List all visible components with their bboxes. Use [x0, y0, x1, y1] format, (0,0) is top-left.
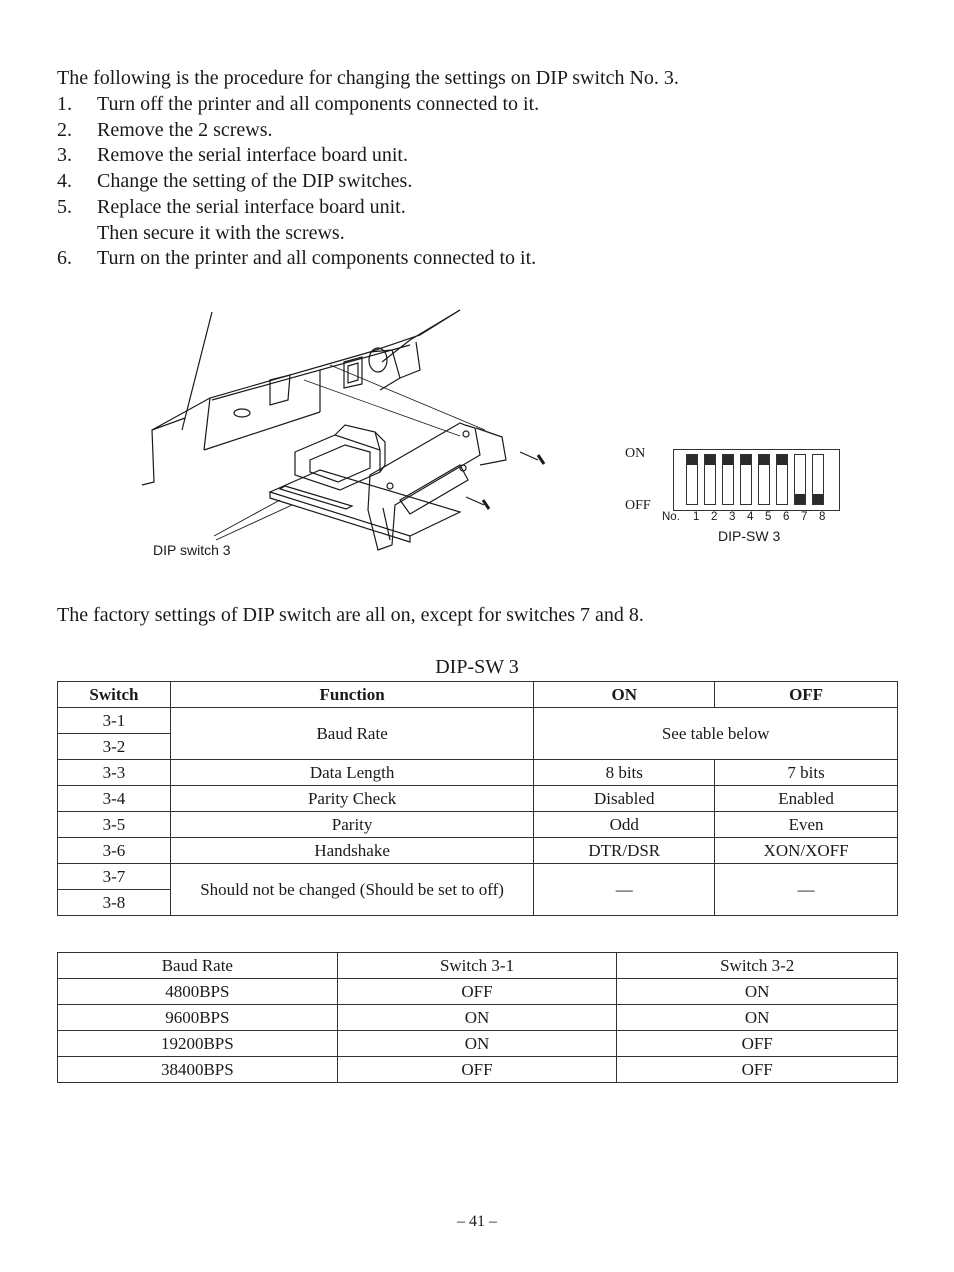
dip-number: 5: [765, 511, 772, 523]
function-cell: Should not be changed (Should be set to off): [170, 864, 533, 916]
switch-3-2-cell: OFF: [617, 1057, 898, 1083]
dip-number: 8: [819, 511, 826, 523]
switch-cell: 3-5: [58, 812, 171, 838]
step-text: Change the setting of the DIP switches.: [97, 170, 413, 193]
switch-3-2-cell: ON: [617, 979, 898, 1005]
dip-caption: DIP-SW 3: [718, 528, 781, 544]
step-text: Remove the 2 screws.: [97, 118, 273, 141]
table-row: [58, 979, 898, 1005]
header-switch-3-2: Switch 3-2: [617, 953, 898, 979]
dip-toggle-knob: [705, 455, 715, 465]
list-item: [57, 92, 539, 118]
baud-cell: 4800BPS: [58, 979, 338, 1005]
switch-cell: 3-4: [58, 786, 171, 812]
baud-cell: 19200BPS: [58, 1031, 338, 1057]
list-item: [57, 195, 539, 246]
table-row: [58, 1005, 898, 1031]
table-caption: DIP-SW 3: [435, 656, 519, 678]
switch-3-1-cell: OFF: [337, 1057, 617, 1083]
dip-number: 2: [711, 511, 718, 523]
dip-toggle-knob: [687, 455, 697, 465]
step-number: 1.: [57, 93, 72, 115]
switch-cell: 3-7: [58, 864, 171, 890]
dip-toggle-6: [776, 454, 788, 505]
step-text: Remove the serial interface board unit.: [97, 144, 408, 167]
switch-cell: 3-2: [58, 734, 171, 760]
dip-toggle-knob: [795, 494, 805, 504]
switch-cell: 3-8: [58, 890, 171, 916]
dip-number: 7: [801, 511, 808, 523]
table-header-row: [58, 953, 898, 979]
dip-toggle-knob: [759, 455, 769, 465]
function-cell: Parity Check: [170, 786, 533, 812]
procedure-steps: [57, 92, 539, 272]
table-row: [58, 786, 898, 812]
dip-toggle-2: [704, 454, 716, 505]
baud-rate-table: [57, 952, 898, 1083]
header-switch: Switch: [58, 682, 171, 708]
dip-switch-housing: [673, 449, 840, 511]
step-number: 3.: [57, 144, 72, 167]
header-function: Function: [170, 682, 533, 708]
dip-toggle-knob: [741, 455, 751, 465]
dip-switch-table: [57, 681, 898, 916]
on-cell: Disabled: [534, 786, 715, 812]
header-switch-3-1: Switch 3-1: [337, 953, 617, 979]
switch-cell: 3-1: [58, 708, 171, 734]
printer-interface-illustration: [130, 300, 570, 570]
switch-3-1-cell: ON: [337, 1005, 617, 1031]
dip-toggle-7: [794, 454, 806, 505]
table-row: [58, 1031, 898, 1057]
function-cell: Parity: [170, 812, 533, 838]
switch-3-1-cell: OFF: [337, 979, 617, 1005]
dip-toggle-knob: [723, 455, 733, 465]
step-text: Replace the serial interface board unit.: [97, 195, 406, 218]
switch-cell: 3-3: [58, 760, 171, 786]
dip-toggle-4: [740, 454, 752, 505]
off-cell: 7 bits: [715, 760, 898, 786]
dip-toggle-knob: [777, 455, 787, 465]
table-row: [58, 760, 898, 786]
dip-toggle-5: [758, 454, 770, 505]
off-cell: XON/XOFF: [715, 838, 898, 864]
dip-toggle-1: [686, 454, 698, 505]
figure-label: DIP switch 3: [153, 542, 231, 558]
dip-toggle-3: [722, 454, 734, 505]
list-item: [57, 143, 539, 169]
on-cell: —: [534, 864, 715, 916]
table-header-row: [58, 682, 898, 708]
dip-on-label: ON: [625, 446, 646, 461]
factory-settings-note: The factory settings of DIP switch are all on, except for switches 7 and 8.: [57, 604, 644, 626]
function-cell: Data Length: [170, 760, 533, 786]
function-cell: Handshake: [170, 838, 533, 864]
step-text: Turn off the printer and all components connected to it.: [97, 93, 540, 115]
step-number: 4.: [57, 170, 72, 193]
switch-3-2-cell: OFF: [617, 1031, 898, 1057]
step-number: 6.: [57, 247, 72, 270]
dip-toggle-knob: [813, 494, 823, 504]
setting-cell: See table below: [534, 708, 898, 760]
step-text: Turn on the printer and all components connected to it.: [97, 247, 537, 270]
dip-no-label: No.: [662, 511, 680, 523]
dip-off-label: OFF: [625, 498, 651, 513]
step-number: 5.: [57, 195, 72, 218]
function-cell: Baud Rate: [170, 708, 533, 760]
baud-cell: 9600BPS: [58, 1005, 338, 1031]
off-cell: Enabled: [715, 786, 898, 812]
list-item: [57, 118, 539, 144]
table-row: [58, 812, 898, 838]
table-row: [58, 838, 898, 864]
baud-cell: 38400BPS: [58, 1057, 338, 1083]
on-cell: Odd: [534, 812, 715, 838]
intro-text: The following is the procedure for changing the settings on DIP switch No. 3.: [57, 67, 679, 89]
off-cell: Even: [715, 812, 898, 838]
off-cell: —: [715, 864, 898, 916]
list-item: [57, 246, 539, 272]
page-number: – 41 –: [457, 1213, 497, 1230]
switch-3-2-cell: ON: [617, 1005, 898, 1031]
on-cell: DTR/DSR: [534, 838, 715, 864]
step-continuation: Then secure it with the screws.: [97, 221, 345, 244]
header-baud-rate: Baud Rate: [58, 953, 338, 979]
table-row: [58, 708, 898, 734]
dip-number: 4: [747, 511, 754, 523]
dip-number: 6: [783, 511, 790, 523]
table-row: [58, 1057, 898, 1083]
switch-cell: 3-6: [58, 838, 171, 864]
on-cell: 8 bits: [534, 760, 715, 786]
list-item: [57, 169, 539, 195]
step-number: 2.: [57, 118, 72, 141]
dip-number: 3: [729, 511, 736, 523]
dip-toggle-8: [812, 454, 824, 505]
dip-switch-diagram: [620, 440, 860, 550]
switch-3-1-cell: ON: [337, 1031, 617, 1057]
dip-number: 1: [693, 511, 700, 523]
table-row: [58, 864, 898, 890]
header-on: ON: [534, 682, 715, 708]
header-off: OFF: [715, 682, 898, 708]
